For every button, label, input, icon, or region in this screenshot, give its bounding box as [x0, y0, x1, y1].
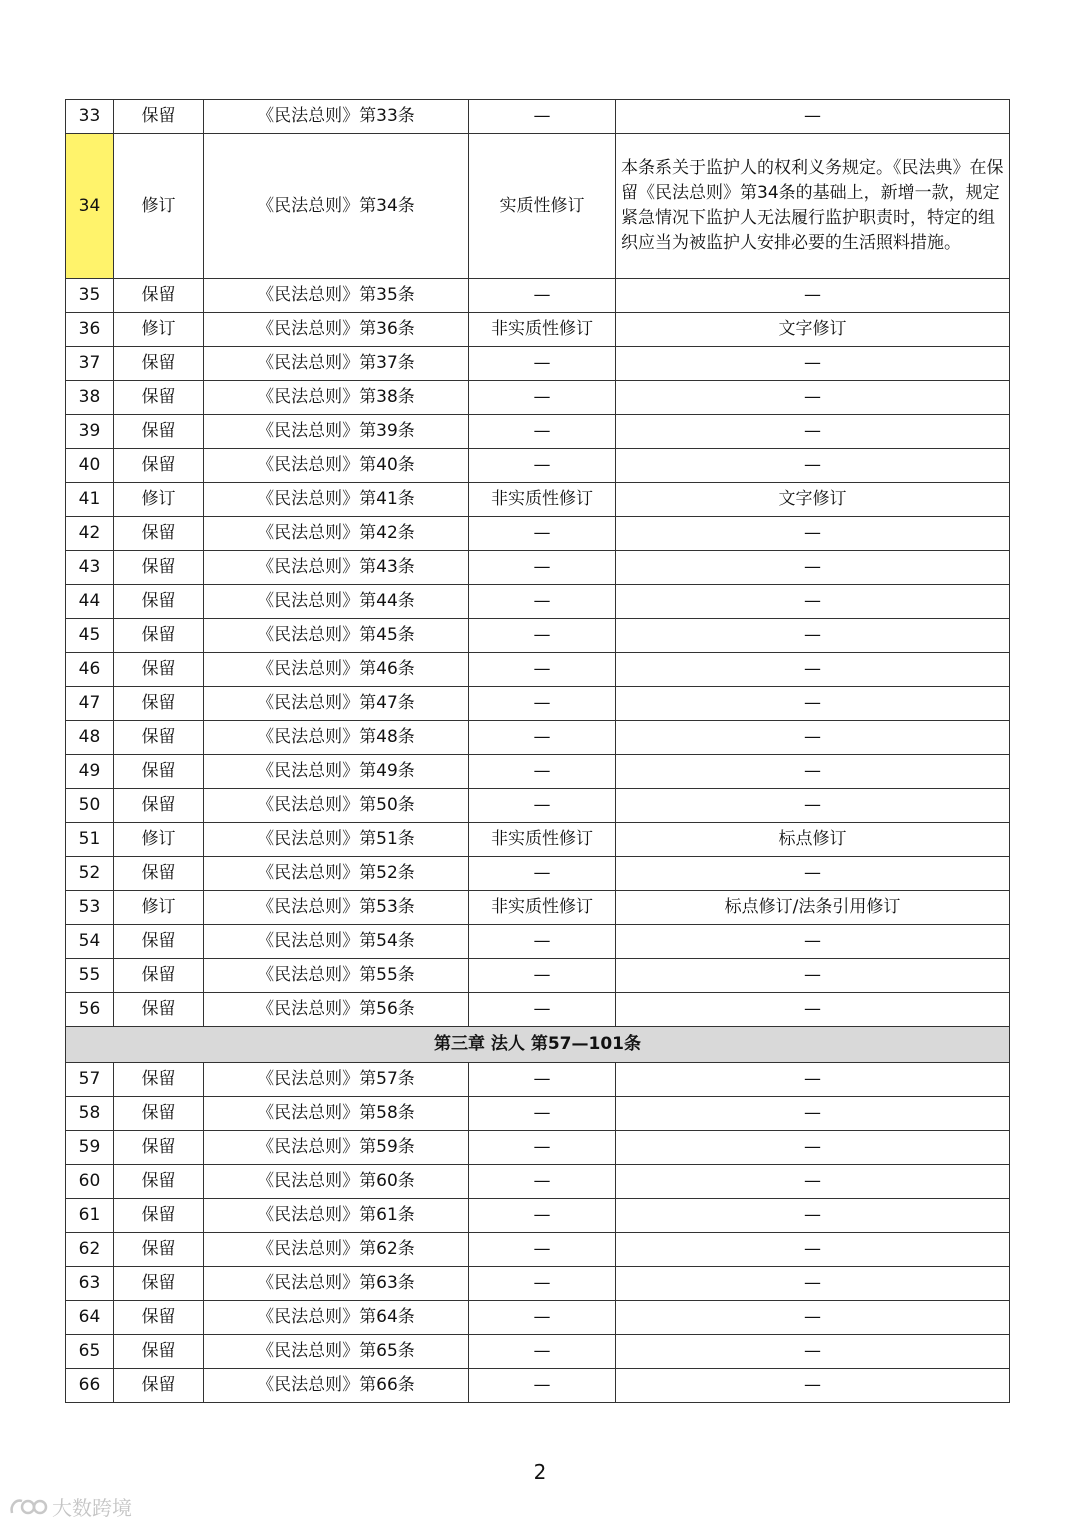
table-row	[66, 313, 1010, 347]
article-number: 63	[66, 1267, 114, 1301]
chapter-heading-row	[66, 1027, 1010, 1063]
watermark	[8, 1492, 132, 1521]
table-row	[66, 1369, 1010, 1403]
article-number: 38	[66, 381, 114, 415]
status-cell: 修订	[114, 313, 204, 347]
status-cell: 保留	[114, 1369, 204, 1403]
article-number: 43	[66, 551, 114, 585]
note-cell-detailed: 本条系关于监护人的权利义务规定。《民法典》在保留《民法总则》第34条的基础上，新增一款，规定紧急情况下监护人无法履行监护职责时，特定的组织应当为被监护人安排必要的生活照料措施。	[616, 134, 1010, 279]
note-cell: —	[616, 721, 1010, 755]
article-number: 37	[66, 347, 114, 381]
reference-cell: 《民法总则》第60条	[204, 1165, 469, 1199]
status-cell: 保留	[114, 517, 204, 551]
note-cell: —	[616, 415, 1010, 449]
reference-cell: 《民法总则》第37条	[204, 347, 469, 381]
status-cell: 保留	[114, 959, 204, 993]
reference-cell: 《民法总则》第53条	[204, 891, 469, 925]
note-cell: 文字修订	[616, 313, 1010, 347]
status-cell: 保留	[114, 381, 204, 415]
article-number: 48	[66, 721, 114, 755]
status-cell: 保留	[114, 857, 204, 891]
reference-cell: 《民法总则》第47条	[204, 687, 469, 721]
status-cell: 保留	[114, 415, 204, 449]
note-cell: —	[616, 653, 1010, 687]
article-number-highlighted: 34	[66, 134, 114, 279]
note-cell: —	[616, 687, 1010, 721]
note-cell: 标点修订	[616, 823, 1010, 857]
table-row	[66, 415, 1010, 449]
reference-cell: 《民法总则》第40条	[204, 449, 469, 483]
note-cell: —	[616, 100, 1010, 134]
revision-type-cell: —	[469, 1369, 616, 1403]
reference-cell: 《民法总则》第63条	[204, 1267, 469, 1301]
status-cell: 保留	[114, 687, 204, 721]
revision-type-cell: —	[469, 1301, 616, 1335]
status-cell: 保留	[114, 653, 204, 687]
table-row	[66, 993, 1010, 1027]
table-row-highlighted	[66, 134, 1010, 279]
note-cell: —	[616, 755, 1010, 789]
reference-cell: 《民法总则》第39条	[204, 415, 469, 449]
revision-type-cell: —	[469, 925, 616, 959]
table-row	[66, 925, 1010, 959]
table-row	[66, 653, 1010, 687]
reference-cell: 《民法总则》第49条	[204, 755, 469, 789]
revision-type-cell: 非实质性修订	[469, 823, 616, 857]
article-number: 49	[66, 755, 114, 789]
status-cell: 保留	[114, 1165, 204, 1199]
article-number: 36	[66, 313, 114, 347]
status-cell: 修订	[114, 483, 204, 517]
status-cell: 保留	[114, 1199, 204, 1233]
note-cell: —	[616, 517, 1010, 551]
revision-type-cell: —	[469, 619, 616, 653]
revision-type-cell: —	[469, 517, 616, 551]
status-cell: 保留	[114, 449, 204, 483]
revision-type-cell: —	[469, 857, 616, 891]
reference-cell: 《民法总则》第33条	[204, 100, 469, 134]
revision-type-cell: —	[469, 449, 616, 483]
chapter-heading: 第三章 法人 第57—101条	[66, 1027, 1010, 1063]
reference-cell: 《民法总则》第62条	[204, 1233, 469, 1267]
reference-cell: 《民法总则》第57条	[204, 1063, 469, 1097]
status-cell: 保留	[114, 789, 204, 823]
status-cell: 保留	[114, 1335, 204, 1369]
note-cell: —	[616, 1369, 1010, 1403]
note-cell: —	[616, 1063, 1010, 1097]
status-cell: 修订	[114, 134, 204, 279]
article-number: 53	[66, 891, 114, 925]
status-cell: 保留	[114, 925, 204, 959]
article-number: 50	[66, 789, 114, 823]
table-row	[66, 449, 1010, 483]
reference-cell: 《民法总则》第61条	[204, 1199, 469, 1233]
page-number: 2	[533, 1460, 547, 1484]
revision-type-cell: —	[469, 789, 616, 823]
table-row	[66, 347, 1010, 381]
table-row	[66, 823, 1010, 857]
reference-cell: 《民法总则》第65条	[204, 1335, 469, 1369]
comparison-table	[65, 99, 1010, 1403]
table-row	[66, 1233, 1010, 1267]
status-cell: 修订	[114, 823, 204, 857]
table-row	[66, 483, 1010, 517]
status-cell: 保留	[114, 721, 204, 755]
table-row	[66, 1267, 1010, 1301]
note-cell: —	[616, 857, 1010, 891]
note-cell: —	[616, 993, 1010, 1027]
reference-cell: 《民法总则》第35条	[204, 279, 469, 313]
table-row	[66, 789, 1010, 823]
revision-type-cell: —	[469, 687, 616, 721]
reference-cell: 《民法总则》第46条	[204, 653, 469, 687]
article-number: 46	[66, 653, 114, 687]
article-number: 66	[66, 1369, 114, 1403]
revision-type-cell: 非实质性修订	[469, 313, 616, 347]
note-cell: —	[616, 1097, 1010, 1131]
table-row	[66, 279, 1010, 313]
status-cell: 保留	[114, 585, 204, 619]
status-cell: 保留	[114, 100, 204, 134]
article-number: 59	[66, 1131, 114, 1165]
table-row	[66, 721, 1010, 755]
table-row	[66, 1199, 1010, 1233]
revision-type-cell: —	[469, 1335, 616, 1369]
reference-cell: 《民法总则》第52条	[204, 857, 469, 891]
note-cell: —	[616, 551, 1010, 585]
table-row	[66, 1097, 1010, 1131]
article-number: 39	[66, 415, 114, 449]
article-number: 41	[66, 483, 114, 517]
article-number: 47	[66, 687, 114, 721]
article-number: 44	[66, 585, 114, 619]
revision-type-cell: —	[469, 721, 616, 755]
article-number: 57	[66, 1063, 114, 1097]
revision-type-cell: 实质性修订	[469, 134, 616, 279]
note-cell: —	[616, 959, 1010, 993]
status-cell: 保留	[114, 1097, 204, 1131]
table-row	[66, 857, 1010, 891]
table-row	[66, 551, 1010, 585]
table-row	[66, 100, 1010, 134]
reference-cell: 《民法总则》第56条	[204, 993, 469, 1027]
article-number: 54	[66, 925, 114, 959]
revision-type-cell: —	[469, 1233, 616, 1267]
revision-type-cell: —	[469, 1131, 616, 1165]
status-cell: 保留	[114, 1063, 204, 1097]
revision-type-cell: —	[469, 1267, 616, 1301]
table-row	[66, 891, 1010, 925]
note-cell: —	[616, 1233, 1010, 1267]
table-row	[66, 1063, 1010, 1097]
article-number: 35	[66, 279, 114, 313]
status-cell: 保留	[114, 551, 204, 585]
status-cell: 保留	[114, 347, 204, 381]
reference-cell: 《民法总则》第50条	[204, 789, 469, 823]
revision-type-cell: —	[469, 1199, 616, 1233]
revision-type-cell: —	[469, 1097, 616, 1131]
reference-cell: 《民法总则》第58条	[204, 1097, 469, 1131]
table-row	[66, 619, 1010, 653]
watermark-text: 大数跨境	[52, 1496, 132, 1520]
revision-type-cell: 非实质性修订	[469, 891, 616, 925]
status-cell: 保留	[114, 1233, 204, 1267]
status-cell: 保留	[114, 1131, 204, 1165]
table-row	[66, 1131, 1010, 1165]
table-row	[66, 381, 1010, 415]
revision-type-cell: —	[469, 1063, 616, 1097]
status-cell: 保留	[114, 755, 204, 789]
note-cell: —	[616, 1335, 1010, 1369]
article-number: 61	[66, 1199, 114, 1233]
table-row	[66, 1335, 1010, 1369]
reference-cell: 《民法总则》第48条	[204, 721, 469, 755]
reference-cell: 《民法总则》第38条	[204, 381, 469, 415]
revision-type-cell: —	[469, 755, 616, 789]
article-number: 45	[66, 619, 114, 653]
note-cell: —	[616, 585, 1010, 619]
note-cell: —	[616, 925, 1010, 959]
note-cell: —	[616, 1131, 1010, 1165]
article-number: 33	[66, 100, 114, 134]
revision-type-cell: —	[469, 381, 616, 415]
revision-type-cell: —	[469, 1165, 616, 1199]
note-cell: —	[616, 619, 1010, 653]
status-cell: 保留	[114, 993, 204, 1027]
revision-type-cell: —	[469, 100, 616, 134]
article-number: 55	[66, 959, 114, 993]
article-number: 51	[66, 823, 114, 857]
revision-type-cell: —	[469, 551, 616, 585]
note-cell: —	[616, 381, 1010, 415]
status-cell: 保留	[114, 279, 204, 313]
reference-cell: 《民法总则》第54条	[204, 925, 469, 959]
reference-cell: 《民法总则》第66条	[204, 1369, 469, 1403]
revision-type-cell: —	[469, 347, 616, 381]
reference-cell: 《民法总则》第59条	[204, 1131, 469, 1165]
revision-type-cell: —	[469, 279, 616, 313]
table-row	[66, 517, 1010, 551]
reference-cell: 《民法总则》第55条	[204, 959, 469, 993]
status-cell: 保留	[114, 619, 204, 653]
revision-type-cell: 非实质性修订	[469, 483, 616, 517]
reference-cell: 《民法总则》第34条	[204, 134, 469, 279]
revision-type-cell: —	[469, 653, 616, 687]
reference-cell: 《民法总则》第43条	[204, 551, 469, 585]
watermark-logo-icon	[8, 1495, 48, 1519]
article-number: 56	[66, 993, 114, 1027]
article-number: 42	[66, 517, 114, 551]
reference-cell: 《民法总则》第41条	[204, 483, 469, 517]
reference-cell: 《民法总则》第36条	[204, 313, 469, 347]
note-cell: —	[616, 1165, 1010, 1199]
article-number: 58	[66, 1097, 114, 1131]
reference-cell: 《民法总则》第51条	[204, 823, 469, 857]
table-row	[66, 1301, 1010, 1335]
note-cell: 文字修订	[616, 483, 1010, 517]
note-cell: —	[616, 347, 1010, 381]
status-cell: 保留	[114, 1267, 204, 1301]
article-number: 64	[66, 1301, 114, 1335]
table-row	[66, 755, 1010, 789]
article-number: 62	[66, 1233, 114, 1267]
revision-type-cell: —	[469, 959, 616, 993]
note-cell: —	[616, 1301, 1010, 1335]
status-cell: 保留	[114, 1301, 204, 1335]
article-number: 52	[66, 857, 114, 891]
reference-cell: 《民法总则》第45条	[204, 619, 469, 653]
reference-cell: 《民法总则》第44条	[204, 585, 469, 619]
table-row	[66, 959, 1010, 993]
revision-type-cell: —	[469, 993, 616, 1027]
article-number: 65	[66, 1335, 114, 1369]
note-cell: —	[616, 449, 1010, 483]
note-cell: 标点修订/法条引用修订	[616, 891, 1010, 925]
note-cell: —	[616, 1199, 1010, 1233]
note-cell: —	[616, 789, 1010, 823]
note-cell: —	[616, 279, 1010, 313]
table-row	[66, 585, 1010, 619]
article-number: 40	[66, 449, 114, 483]
reference-cell: 《民法总则》第42条	[204, 517, 469, 551]
revision-type-cell: —	[469, 415, 616, 449]
table-row	[66, 687, 1010, 721]
reference-cell: 《民法总则》第64条	[204, 1301, 469, 1335]
note-cell: —	[616, 1267, 1010, 1301]
article-number: 60	[66, 1165, 114, 1199]
status-cell: 修订	[114, 891, 204, 925]
table-row	[66, 1165, 1010, 1199]
revision-type-cell: —	[469, 585, 616, 619]
